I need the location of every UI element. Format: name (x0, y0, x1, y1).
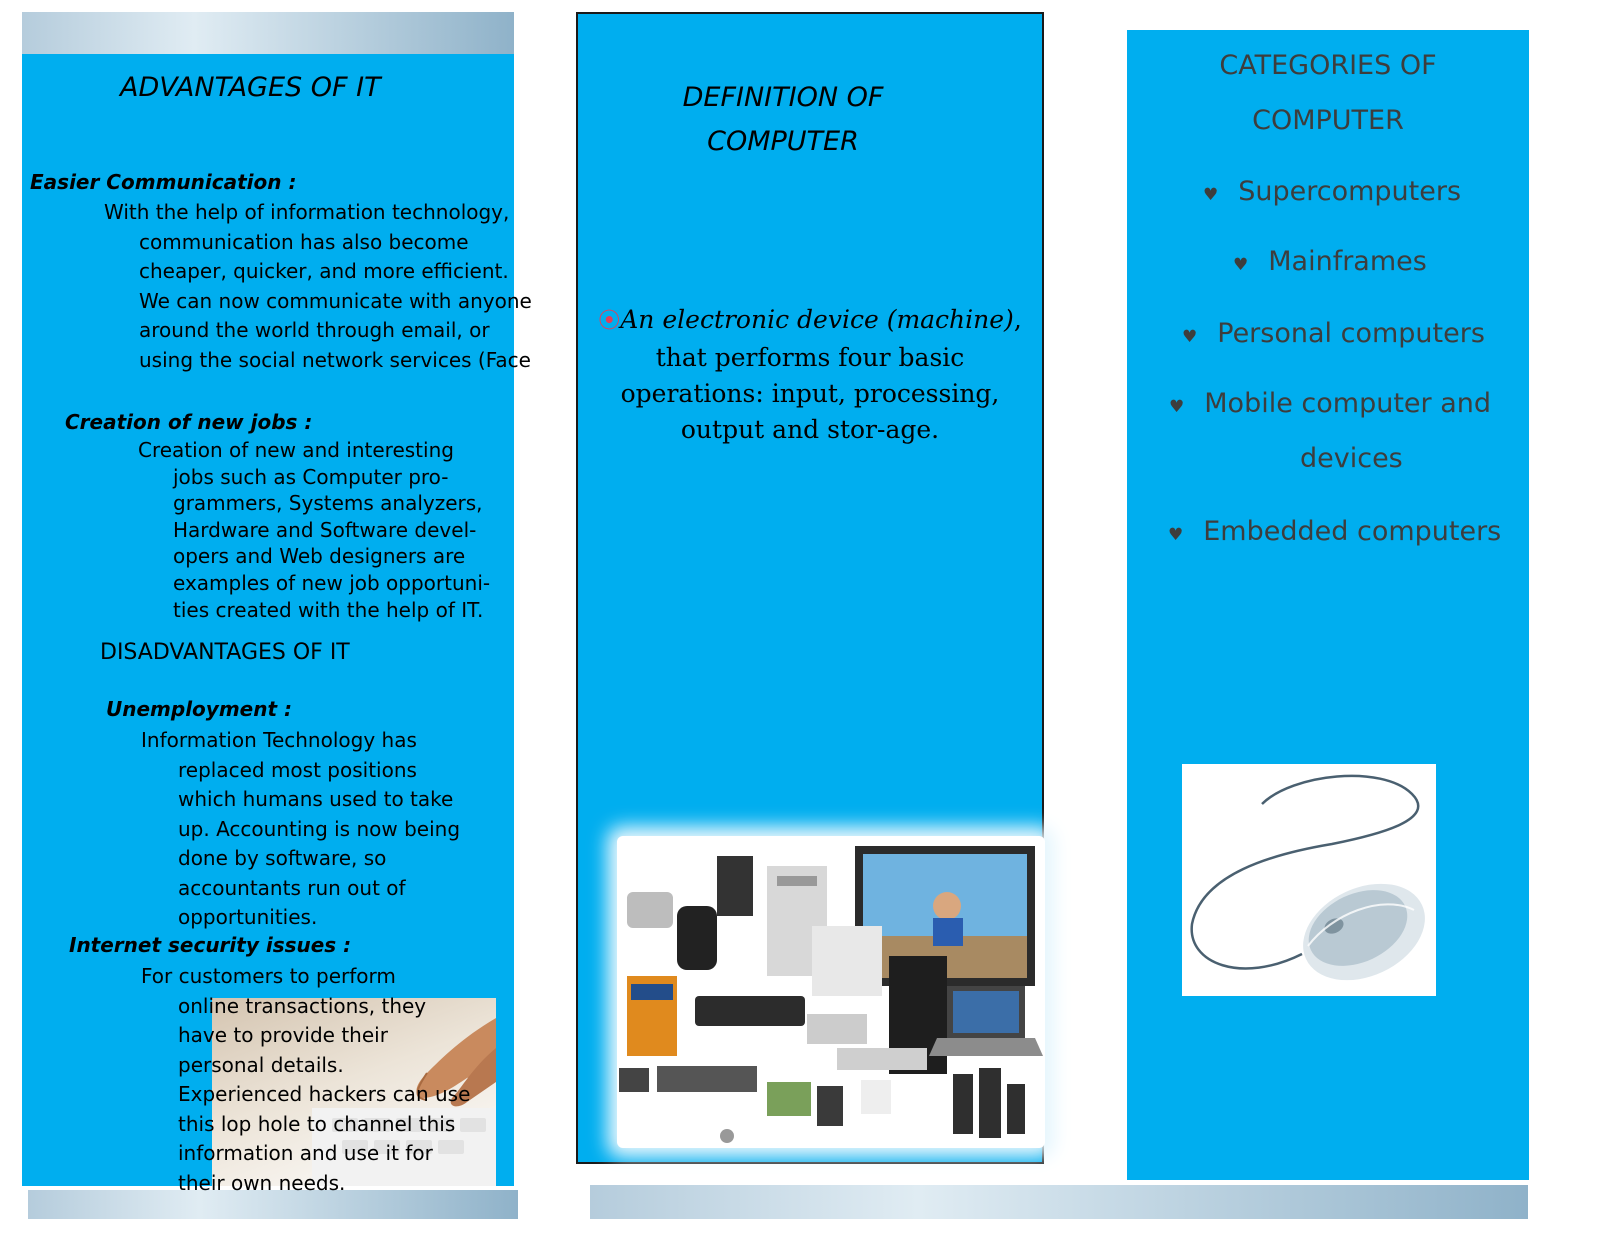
mouse-drawing (1182, 764, 1436, 996)
text-line: their own needs. (178, 1170, 346, 1195)
category-item-continuation: devices (1300, 443, 1403, 474)
category-label: Mobile computer and (1204, 388, 1491, 419)
text-line: grammers, Systems analyzers, (173, 491, 483, 516)
definition-italic: An electronic device (machine) (620, 305, 1014, 334)
heart-bullet-icon: ♥ (1182, 327, 1198, 347)
categories-title-line1: CATEGORIES OF (1219, 50, 1437, 81)
categories-title-line2: COMPUTER (1252, 105, 1404, 136)
category-item (1182, 306, 1485, 365)
definition-rest: , that performs four basic operations: input, processing, output and stor-age. (620, 305, 1022, 444)
text-line: cheaper, quicker, and more efficient. (139, 259, 509, 283)
text-line: personal details. (178, 1052, 344, 1077)
text-line: Creation of new and interesting (138, 438, 454, 462)
text-line: ties created with the help of IT. (173, 597, 484, 622)
internet-security-heading: Internet security issues : (69, 933, 352, 957)
text-line: Information Technology has (141, 728, 417, 752)
text-line: jobs such as Computer pro- (173, 464, 449, 489)
categories-title (1127, 38, 1529, 148)
text-line: up. Accounting is now being (178, 816, 461, 841)
creation-of-jobs-heading: Creation of new jobs : (65, 410, 313, 434)
text-line: around the world through email, or (139, 318, 490, 342)
text-line: accountants run out of (178, 875, 406, 900)
text-line: communication has also become (139, 229, 469, 254)
definition-title-line1: DEFINITION OF (682, 82, 884, 113)
text-line: online transactions, they (178, 993, 427, 1018)
computer-devices-collage-image (617, 836, 1045, 1148)
circle-bullet-icon: ⦿ (598, 309, 621, 334)
devices-drawing (617, 836, 1045, 1148)
definition-title (620, 76, 946, 164)
category-item (1168, 504, 1501, 563)
disadvantages-title: DISADVANTAGES OF IT (100, 640, 350, 665)
text-line: replaced most positions (178, 757, 417, 782)
heart-bullet-icon: ♥ (1168, 525, 1184, 545)
text-line: opportunities. (178, 905, 318, 929)
category-label: Mainframes (1268, 246, 1427, 277)
text-line: this lop hole to channel this (178, 1111, 456, 1136)
left-top-bar (22, 12, 514, 54)
category-label: Personal computers (1217, 318, 1485, 349)
advantages-title: ADVANTAGES OF IT (120, 72, 381, 103)
text-line: Experienced hackers can use (178, 1082, 471, 1106)
heart-bullet-icon: ♥ (1203, 185, 1219, 205)
text-line: opers and Web designers are (173, 544, 466, 569)
text-line: using the social network services (Face (139, 347, 531, 372)
category-item (1203, 164, 1461, 223)
heart-bullet-icon: ♥ (1233, 255, 1249, 275)
computer-mouse-image (1182, 764, 1436, 996)
text-line: done by software, so (178, 846, 387, 870)
text-line: We can now communicate with anyone (139, 288, 532, 313)
text-line: With the help of information technology, (104, 200, 510, 224)
text-line: For customers to perform (141, 964, 396, 988)
computer-definition (582, 302, 1038, 448)
easier-communication-heading: Easier Communication : (30, 170, 297, 194)
category-item (1169, 376, 1491, 435)
unemployment-heading: Unemployment : (106, 697, 292, 721)
heart-bullet-icon: ♥ (1169, 397, 1185, 417)
middle-bottom-bar (590, 1185, 1528, 1219)
text-line: have to provide their (178, 1023, 388, 1047)
category-item (1233, 234, 1427, 293)
text-line: Hardware and Software devel- (173, 517, 477, 542)
category-label: Embedded computers (1203, 516, 1502, 547)
definition-title-line2: COMPUTER (707, 126, 859, 157)
text-line: which humans used to take (178, 787, 454, 811)
text-line: information and use it for (178, 1141, 433, 1165)
text-line: examples of new job opportuni- (173, 571, 491, 595)
category-label: Supercomputers (1238, 176, 1462, 207)
